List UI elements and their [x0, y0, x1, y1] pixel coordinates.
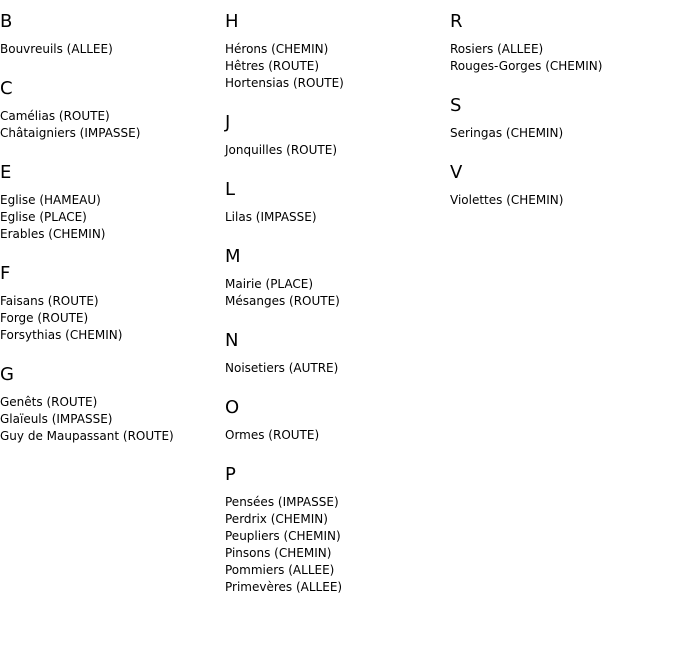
street-link[interactable]: Châtaigniers (IMPASSE): [0, 126, 141, 140]
street-item: [225, 276, 445, 293]
street-item: [225, 494, 445, 511]
letter-heading: R: [450, 11, 463, 32]
letter-heading: F: [0, 263, 11, 284]
street-link[interactable]: Noisetiers (AUTRE): [225, 361, 339, 375]
street-link[interactable]: Camélias (ROUTE): [0, 109, 110, 123]
street-list: [225, 494, 445, 596]
index-column: [0, 11, 220, 465]
street-item: [450, 41, 670, 58]
street-link[interactable]: Erables (CHEMIN): [0, 227, 106, 241]
street-list: [0, 108, 220, 142]
street-link[interactable]: Primevères (ALLEE): [225, 580, 343, 594]
letter-heading: L: [225, 179, 236, 200]
letter-group: [225, 11, 445, 92]
letter-heading: S: [450, 95, 462, 116]
street-item: [0, 394, 220, 411]
letter-heading: E: [0, 162, 12, 183]
letter-group: [225, 246, 445, 310]
street-item: [225, 41, 445, 58]
letter-group: [450, 11, 670, 75]
letter-heading: B: [0, 11, 13, 32]
street-item: [0, 428, 220, 445]
street-link[interactable]: Lilas (IMPASSE): [225, 210, 317, 224]
street-item: [225, 293, 445, 310]
letter-group: [225, 464, 445, 596]
street-link[interactable]: Jonquilles (ROUTE): [225, 143, 338, 157]
street-link[interactable]: Bouvreuils (ALLEE): [0, 42, 113, 56]
street-link[interactable]: Perdrix (CHEMIN): [225, 512, 328, 526]
street-item: [0, 125, 220, 142]
street-item: [225, 360, 445, 377]
index-column: [225, 11, 445, 616]
street-item: [0, 108, 220, 125]
street-link[interactable]: Mésanges (ROUTE): [225, 294, 340, 308]
street-link[interactable]: Ormes (ROUTE): [225, 428, 320, 442]
letter-heading: G: [0, 364, 14, 385]
street-item: [0, 293, 220, 310]
street-item: [225, 511, 445, 528]
letter-group: [450, 162, 670, 209]
street-item: [225, 545, 445, 562]
street-item: [450, 192, 670, 209]
street-link[interactable]: Hêtres (ROUTE): [225, 59, 320, 73]
street-item: [0, 226, 220, 243]
street-list: [225, 427, 445, 444]
street-link[interactable]: Violettes (CHEMIN): [450, 193, 564, 207]
street-item: [225, 142, 445, 159]
street-item: [0, 192, 220, 209]
letter-heading: P: [225, 464, 236, 485]
street-item: [0, 411, 220, 428]
street-item: [0, 327, 220, 344]
letter-group: [0, 162, 220, 243]
street-item: [225, 528, 445, 545]
letter-heading: M: [225, 246, 241, 267]
street-list: [225, 41, 445, 92]
letter-group: [0, 364, 220, 445]
street-link[interactable]: Forge (ROUTE): [0, 311, 89, 325]
street-link[interactable]: Eglise (HAMEAU): [0, 193, 101, 207]
street-link[interactable]: Pensées (IMPASSE): [225, 495, 339, 509]
street-link[interactable]: Mairie (PLACE): [225, 277, 314, 291]
letter-heading: H: [225, 11, 239, 32]
street-item: [0, 310, 220, 327]
street-item: [225, 58, 445, 75]
street-list: [0, 41, 220, 58]
street-item: [225, 579, 445, 596]
street-link[interactable]: Rosiers (ALLEE): [450, 42, 544, 56]
street-list: [225, 209, 445, 226]
street-item: [225, 75, 445, 92]
street-list: [450, 125, 670, 142]
street-list: [225, 142, 445, 159]
street-list: [450, 41, 670, 75]
street-link[interactable]: Hérons (CHEMIN): [225, 42, 329, 56]
street-link[interactable]: Seringas (CHEMIN): [450, 126, 564, 140]
street-list: [0, 394, 220, 445]
street-link[interactable]: Guy de Maupassant (ROUTE): [0, 429, 174, 443]
street-item: [450, 125, 670, 142]
street-link[interactable]: Pinsons (CHEMIN): [225, 546, 332, 560]
street-link[interactable]: Peupliers (CHEMIN): [225, 529, 341, 543]
letter-heading: V: [450, 162, 463, 183]
letter-heading: J: [225, 112, 231, 133]
letter-group: [450, 95, 670, 142]
letter-group: [225, 112, 445, 159]
street-item: [450, 58, 670, 75]
letter-group: [225, 330, 445, 377]
street-list: [0, 192, 220, 243]
letter-heading: N: [225, 330, 239, 351]
street-link[interactable]: Hortensias (ROUTE): [225, 76, 344, 90]
street-link[interactable]: Rouges-Gorges (CHEMIN): [450, 59, 603, 73]
street-item: [225, 209, 445, 226]
street-item: [225, 427, 445, 444]
letter-group: [225, 397, 445, 444]
street-list: [225, 276, 445, 310]
street-list: [225, 360, 445, 377]
street-list: [0, 293, 220, 344]
letter-heading: O: [225, 397, 240, 418]
street-link[interactable]: Faisans (ROUTE): [0, 294, 99, 308]
letter-group: [0, 263, 220, 344]
street-link[interactable]: Genêts (ROUTE): [0, 395, 98, 409]
letter-group: [225, 179, 445, 226]
street-link[interactable]: Glaïeuls (IMPASSE): [0, 412, 113, 426]
street-item: [225, 562, 445, 579]
street-link[interactable]: Eglise (PLACE): [0, 210, 87, 224]
street-item: [0, 41, 220, 58]
street-link[interactable]: Pommiers (ALLEE): [225, 563, 335, 577]
street-list: [450, 192, 670, 209]
letter-heading: C: [0, 78, 13, 99]
letter-group: [0, 11, 220, 58]
street-link[interactable]: Forsythias (CHEMIN): [0, 328, 123, 342]
letter-group: [0, 78, 220, 142]
street-item: [0, 209, 220, 226]
index-column: [450, 11, 670, 229]
